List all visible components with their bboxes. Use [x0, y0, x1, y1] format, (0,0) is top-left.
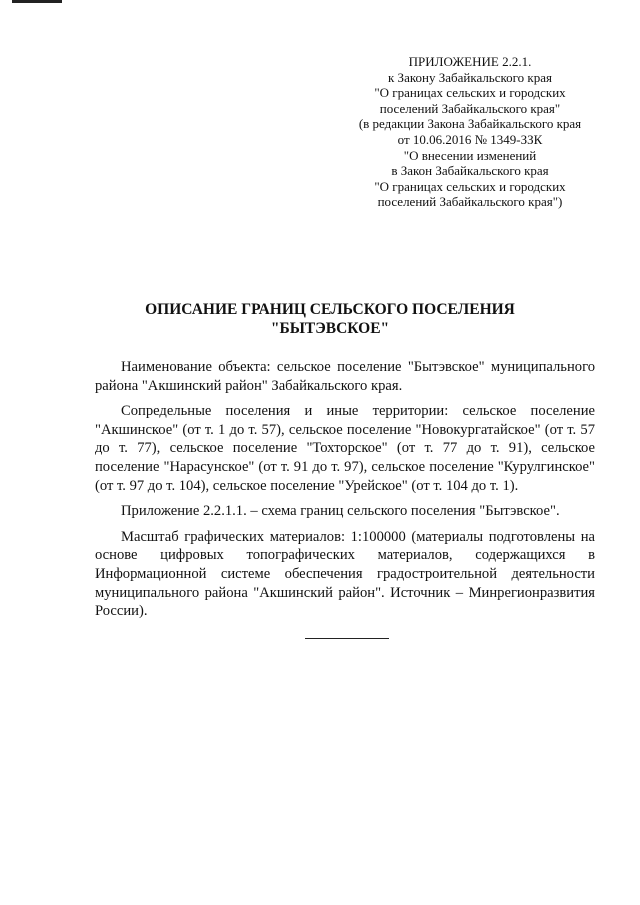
- appendix-line: (в редакции Закона Забайкальского края: [358, 116, 582, 132]
- appendix-line: поселений Забайкальского края": [379, 100, 561, 116]
- paragraph-adjacent-territories: Сопредельные поселения и иные территории: сельское поселение "Акшинское" (от т. 1 до т. 57), сельское поселение "Новокургатайское" (от т. 57 до т. 77), сельское поселение "Тохторское" (от т. 77 до т. 91), сельское поселение "Нарасунское" (от т. 91 до т. 97), сельское поселение "Курулгинское" (от т. 97 до т. 104), сельское поселение "Урейское" (от т. 104 до т. 1).: [95, 403, 595, 494]
- document-body: [95, 358, 595, 628]
- appendix-line: "О границах сельских и городских: [374, 85, 566, 101]
- appendix-header: [330, 54, 610, 210]
- paragraph-object-name: Наименование объекта: сельское поселение "Бытэвское" муниципального района "Акшинский район" Забайкальского края.: [95, 359, 595, 394]
- appendix-line: от 10.06.2016 № 1349-ЗЗК: [397, 131, 543, 147]
- appendix-line: поселений Забайкальского края"): [377, 194, 563, 210]
- paragraph-scale: Масштаб графических материалов: 1:100000 (материалы подготовлены на основе цифровых топографических материалов, содержащихся в Информационной системе обеспечения градостроительной деятельности муниципального района "Акшинский район". Источник – Минрегионразвития России).: [95, 528, 595, 620]
- title-line-2: "БЫТЭВСКОЕ": [270, 320, 390, 337]
- document-title: [60, 300, 600, 338]
- appendix-line: к Закону Забайкальского края: [387, 69, 552, 85]
- appendix-line: "О границах сельских и городских: [374, 178, 566, 194]
- top-edge-rule: [12, 0, 62, 3]
- paragraph-appendix-reference: Приложение 2.2.1.1. – схема границ сельского поселения "Бытэвское".: [121, 503, 560, 520]
- appendix-line: "О внесении изменений: [403, 147, 537, 163]
- title-line-1: ОПИСАНИЕ ГРАНИЦ СЕЛЬСКОГО ПОСЕЛЕНИЯ: [145, 301, 515, 318]
- appendix-title-line: ПРИЛОЖЕНИЕ 2.2.1.: [408, 54, 532, 69]
- end-divider: [305, 638, 389, 639]
- appendix-line: в Закон Забайкальского края: [391, 163, 549, 179]
